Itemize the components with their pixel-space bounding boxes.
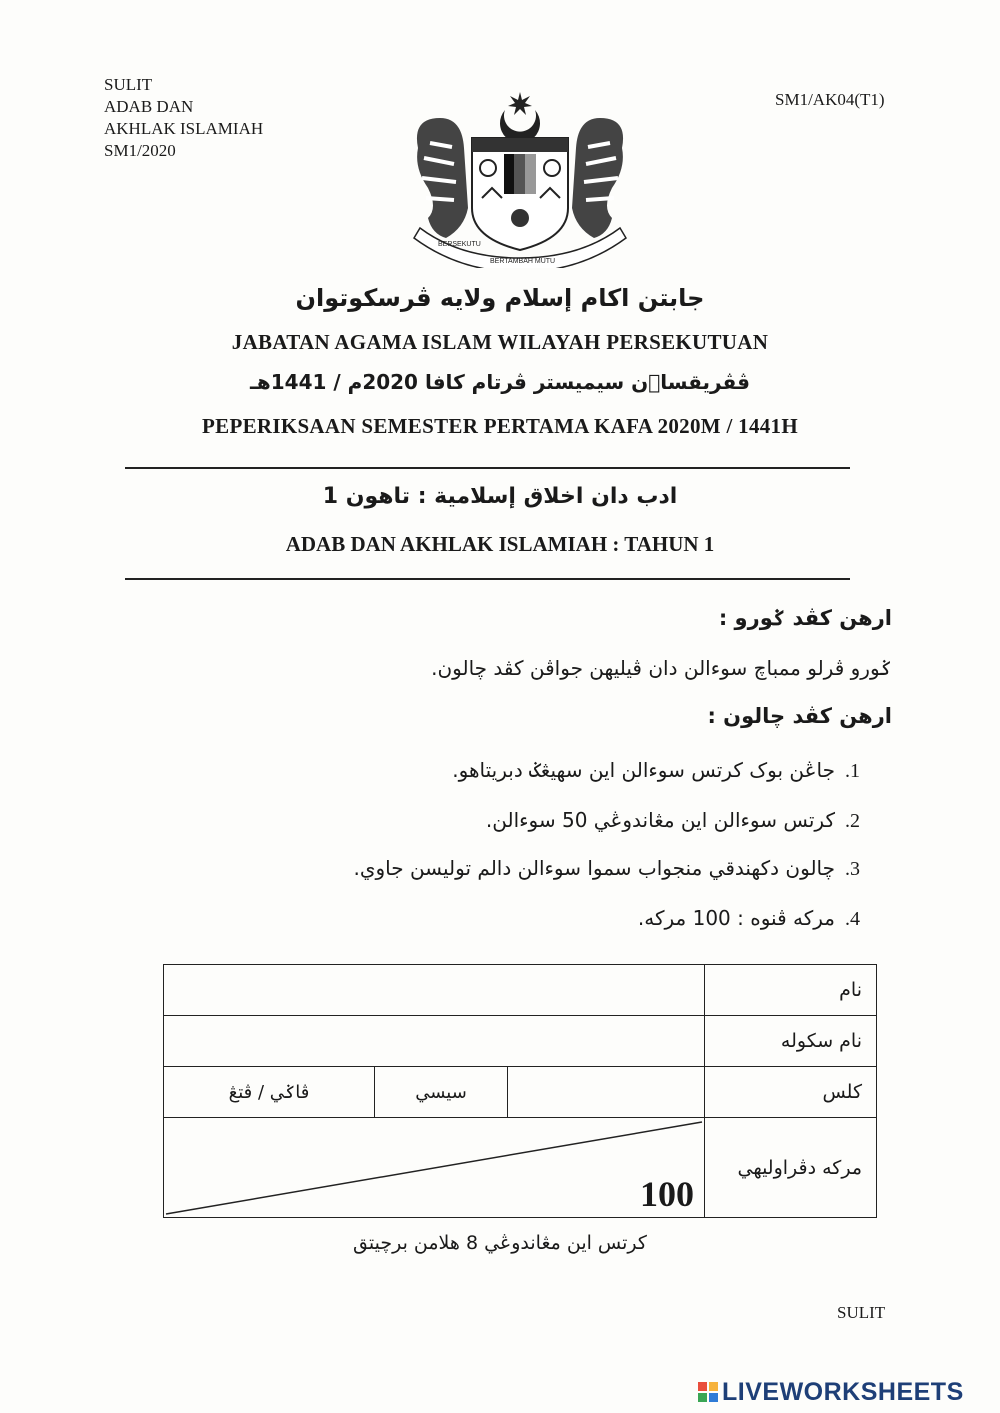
teacher-instructions-heading: ارهن کڤد ݢورو : [718,606,892,630]
session-label: سيسي [375,1067,508,1118]
instruction-text: کرتس سوءالن اين مڠاندوڠي 50 سوءالن. [485,808,835,832]
instruction-item [452,758,860,783]
header-line: SULIT [104,75,153,94]
candidate-instructions-heading: ارهن کڤد چالون : [707,704,892,728]
marks-diagonal-line [164,1118,705,1218]
header-line: ADAB DAN [104,97,194,116]
instruction-item [353,856,860,881]
school-name-field[interactable] [164,1016,705,1067]
header-left-block [104,74,263,162]
exam-title: PEPERIKSAAN SEMESTER PERTAMA KAFA 2020M / 1441H [202,414,798,438]
subject-title: ADAB DAN AKHLAK ISLAMIAH : TAHUN 1 [285,532,715,556]
confidential-mark: SULIT [837,1303,886,1322]
instruction-item [486,808,860,833]
instruction-text: مرکه ڤنوه : 100 مرکه. [637,906,835,930]
instruction-item [638,906,860,931]
department-title: JABATAN AGAMA ISLAM WILAYAH PERSEKUTUAN [231,330,769,354]
instruction-number: 1. [845,760,860,782]
name-field[interactable] [164,965,705,1016]
instruction-text: چالون دکهندقي منجواب سموا سوءالن دالم توليسن جاوي. [353,856,835,880]
instruction-text: جاڠن بوک کرتس سوءالن اين سهيڠݢ دبريتاهو. [452,758,835,782]
header-line: SM1/2020 [104,141,176,160]
divider [125,578,850,580]
total-marks: 100 [640,1174,695,1214]
school-name-label: نام سکوله [705,1016,877,1067]
department-title-jawi: جابتن اکام إسلام ولايه ڤرسکوتوان [295,284,705,312]
liveworksheets-brand[interactable] [697,1378,964,1407]
instruction-number: 4. [845,908,860,930]
subject-title-jawi: ادب دان اخلاق إسلامية : تاهون 1 [322,484,678,509]
marks-obtained-cell[interactable] [164,1118,705,1218]
crest-motto-right: BERTAMBAH MUTU [490,258,556,265]
session-options: ڤاݢي / ڤتڠ [164,1067,375,1118]
page-count-note: کرتس اين مڠاندوڠي 8 هلامن برچيتق [353,1232,647,1254]
candidate-info-table [163,964,877,1218]
instruction-number: 3. [845,858,860,880]
brand-text: LIVEWORKSHEETS [722,1378,964,1406]
divider [125,467,850,469]
coat-of-arms-logo [400,88,640,268]
marks-obtained-label: مرکه دڤراوليهي [705,1118,877,1218]
header-line: AKHLAK ISLAMIAH [104,119,264,138]
exam-title-jawi: ڤڤريقسا٘ن سيميستر ڤرتام کافا 2020م / 1441هـ [250,370,750,394]
class-field[interactable] [508,1067,705,1118]
instruction-number: 2. [845,810,860,832]
class-label: کلس [705,1067,877,1118]
teacher-instructions-text: ݢورو ڤرلو ممباچ سوءالن دان ڤيليهن جواڤن کڤد چالون. [431,656,892,680]
liveworksheets-logo-icon [697,1381,719,1403]
paper-code: SM1/AK04(T1) [775,90,885,109]
name-label: نام [705,965,877,1016]
crest-motto-left: BERSEKUTU [438,241,481,248]
